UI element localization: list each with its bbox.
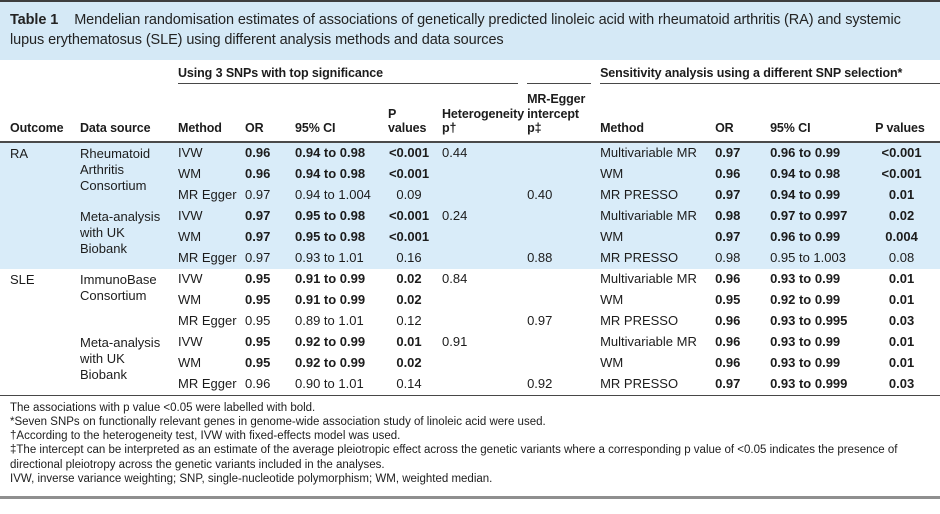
mr-egger-intercept-p-cell — [527, 269, 600, 290]
col-header-method-sensitivity: Method — [600, 84, 715, 142]
p-value-sensitivity-cell: 0.01 — [875, 185, 940, 206]
heterogeneity-p-cell — [442, 374, 527, 395]
or-cell: 0.97 — [245, 185, 295, 206]
or-cell: 0.97 — [245, 248, 295, 269]
ci-sensitivity-cell: 0.93 to 0.99 — [770, 354, 841, 370]
p-value-cell: <0.001 — [388, 227, 442, 248]
method-cell: MR Egger — [178, 185, 245, 206]
table-row — [0, 269, 940, 290]
method-cell: IVW — [178, 206, 245, 227]
ci-cell: 0.90 to 1.01 — [295, 375, 364, 391]
ci-sensitivity-cell: 0.97 to 0.997 — [770, 206, 875, 227]
footnote-line-3: ‡The intercept can be interpreted as an estimate of the average pleiotropic effect across the genetic variants where a corresponding p value of <0.05 indicates the presence of directional pleiotropy across the genetic variants included in the analyses. — [10, 444, 898, 471]
method-cell: WM — [178, 164, 245, 185]
ci-sensitivity-cell: 0.93 to 0.99 — [770, 270, 841, 286]
data-source-cell: Rheumatoid Arthritis Consortium — [80, 142, 178, 206]
heterogeneity-p-cell: 0.24 — [442, 206, 527, 227]
col-header-or: OR — [245, 84, 295, 142]
p-value-cell: 0.12 — [396, 312, 422, 328]
method-sensitivity-cell: WM — [600, 354, 624, 370]
p-value-sensitivity-cell: <0.001 — [875, 142, 940, 164]
col-header-p-values: P values — [388, 84, 442, 142]
mr-estimates-table — [0, 60, 940, 395]
p-value-sensitivity-cell: 0.02 — [875, 206, 940, 227]
or-cell: 0.95 — [245, 270, 271, 286]
or-cell: 0.95 — [245, 333, 271, 349]
or-sensitivity-cell: 0.97 — [715, 227, 770, 248]
p-value-sensitivity-cell: 0.01 — [888, 270, 915, 286]
footnote-line-0: The associations with p value <0.05 were labelled with bold. — [10, 401, 316, 414]
group-header-sensitivity: Sensitivity analysis using a different SNP selection* — [600, 66, 940, 84]
or-cell: 0.96 — [245, 375, 271, 391]
outcome-cell: RA — [0, 142, 80, 269]
or-sensitivity-cell: 0.96 — [715, 312, 741, 328]
footnote-line-4: IVW, inverse variance weighting; SNP, single-nucleotide polymorphism; WM, weighted median. — [10, 472, 493, 485]
col-header-or-sensitivity: OR — [715, 84, 770, 142]
heterogeneity-p-cell — [442, 185, 527, 206]
ci-cell: 0.94 to 1.004 — [295, 185, 388, 206]
or-sensitivity-cell: 0.96 — [715, 333, 741, 349]
method-cell: WM — [178, 227, 245, 248]
method-sensitivity-cell: Multivariable MR — [600, 142, 715, 164]
method-cell: IVW — [178, 333, 203, 349]
table-number: Table 1 — [10, 12, 59, 28]
mr-egger-intercept-p-cell: 0.92 — [527, 375, 553, 391]
mr-egger-intercept-p-cell — [527, 332, 600, 353]
ci-cell: 0.94 to 0.98 — [295, 164, 388, 185]
table-title-bar — [0, 2, 940, 60]
col-header-p-values-sensitivity: P values — [875, 84, 940, 142]
or-cell: 0.96 — [245, 142, 295, 164]
method-sensitivity-cell: Multivariable MR — [600, 206, 715, 227]
method-cell: WM — [178, 291, 202, 307]
or-cell: 0.95 — [245, 354, 271, 370]
heterogeneity-p-cell — [442, 353, 527, 374]
or-cell: 0.95 — [245, 291, 271, 307]
ci-cell: 0.91 to 0.99 — [295, 270, 366, 286]
or-sensitivity-cell: 0.95 — [715, 291, 741, 307]
p-value-sensitivity-cell: <0.001 — [875, 164, 940, 185]
heterogeneity-p-cell: 0.84 — [442, 270, 468, 286]
mr-egger-intercept-p-cell: 0.40 — [527, 185, 600, 206]
method-sensitivity-cell: MR PRESSO — [600, 185, 715, 206]
p-value-cell: <0.001 — [388, 164, 442, 185]
p-value-sensitivity-cell: 0.004 — [875, 227, 940, 248]
ci-sensitivity-cell: 0.94 to 0.98 — [770, 164, 875, 185]
heterogeneity-p-cell: 0.91 — [442, 333, 468, 349]
mr-egger-intercept-p-cell — [527, 206, 600, 227]
method-sensitivity-cell: WM — [600, 227, 715, 248]
p-value-sensitivity-cell: 0.01 — [888, 291, 915, 307]
p-value-cell: 0.02 — [396, 291, 422, 307]
ci-cell: 0.93 to 1.01 — [295, 248, 388, 269]
col-header-method: Method — [178, 84, 245, 142]
ci-sensitivity-cell: 0.93 to 0.995 — [770, 312, 848, 328]
or-cell: 0.97 — [245, 206, 295, 227]
p-value-sensitivity-cell: 0.03 — [888, 375, 915, 391]
method-cell: IVW — [178, 142, 245, 164]
footnote-line-2: †According to the heterogeneity test, IVW with fixed-effects model was used. — [10, 430, 401, 443]
ci-cell: 0.92 to 0.99 — [295, 333, 366, 349]
or-sensitivity-cell: 0.97 — [715, 185, 770, 206]
footnote-line-1: *Seven SNPs on functionally relevant genes in genome-wide association study of linoleic acid were used. — [10, 415, 546, 428]
group-header-top-snps-cell — [178, 60, 527, 84]
p-value-cell: 0.02 — [396, 354, 422, 370]
p-value-sensitivity-cell: 0.08 — [875, 248, 940, 269]
or-cell: 0.95 — [245, 312, 271, 328]
p-value-sensitivity-cell: 0.01 — [888, 333, 915, 349]
col-header-ci: 95% CI — [295, 84, 388, 142]
ci-sensitivity-cell: 0.93 to 0.99 — [770, 333, 841, 349]
column-header-row — [0, 84, 940, 142]
heterogeneity-p-cell: 0.44 — [442, 142, 527, 164]
outcome-cell: SLE — [10, 271, 35, 287]
data-source-cell: Meta-analysis with UK Biobank — [80, 206, 178, 269]
method-sensitivity-cell: WM — [600, 164, 715, 185]
or-sensitivity-cell: 0.98 — [715, 248, 770, 269]
or-sensitivity-cell: 0.98 — [715, 206, 770, 227]
mr-egger-intercept-p-cell — [527, 353, 600, 374]
table-row — [0, 332, 940, 353]
mr-egger-intercept-p-cell — [527, 164, 600, 185]
ci-cell: 0.89 to 1.01 — [295, 312, 364, 328]
p-value-cell: 0.09 — [388, 185, 442, 206]
p-value-cell: <0.001 — [388, 142, 442, 164]
ci-cell: 0.94 to 0.98 — [295, 142, 388, 164]
p-value-cell: <0.001 — [388, 206, 442, 227]
or-sensitivity-cell: 0.96 — [715, 164, 770, 185]
method-cell: MR Egger — [178, 312, 237, 328]
group-header-spacer-cell — [527, 60, 600, 84]
p-value-sensitivity-cell: 0.01 — [888, 354, 915, 370]
or-cell: 0.96 — [245, 164, 295, 185]
ci-cell: 0.92 to 0.99 — [295, 354, 366, 370]
group-header-top-snps: Using 3 SNPs with top significance — [178, 66, 518, 84]
method-sensitivity-cell: WM — [600, 291, 624, 307]
col-header-mr-egger-intercept-p: MR-Egger intercept p‡ — [527, 84, 600, 142]
ci-sensitivity-cell: 0.92 to 0.99 — [770, 291, 841, 307]
col-header-heterogeneity-p: Heterogeneity p† — [442, 84, 527, 142]
method-sensitivity-cell: Multivariable MR — [600, 270, 697, 286]
heterogeneity-p-cell — [442, 290, 527, 311]
ci-sensitivity-cell: 0.96 to 0.99 — [770, 227, 875, 248]
ci-cell: 0.91 to 0.99 — [295, 291, 366, 307]
table-row — [0, 206, 940, 227]
heterogeneity-p-cell — [442, 311, 527, 332]
p-value-cell: 0.16 — [388, 248, 442, 269]
mr-egger-intercept-p-cell — [527, 290, 600, 311]
p-value-cell: 0.14 — [396, 375, 422, 391]
or-sensitivity-cell: 0.97 — [715, 375, 741, 391]
mr-egger-intercept-p-cell — [527, 142, 600, 164]
heterogeneity-p-cell — [442, 248, 527, 269]
heterogeneity-p-cell — [442, 164, 527, 185]
mr-egger-intercept-p-cell: 0.88 — [527, 248, 600, 269]
p-value-cell: 0.01 — [396, 333, 422, 349]
method-cell: WM — [178, 354, 202, 370]
or-sensitivity-cell: 0.97 — [715, 142, 770, 164]
ci-cell: 0.95 to 0.98 — [295, 206, 388, 227]
heterogeneity-p-cell — [442, 227, 527, 248]
ci-sensitivity-cell: 0.94 to 0.99 — [770, 185, 875, 206]
p-value-sensitivity-cell: 0.03 — [888, 312, 915, 328]
data-source-cell: ImmunoBase Consortium — [80, 271, 157, 303]
or-sensitivity-cell: 0.96 — [715, 354, 741, 370]
footnotes — [0, 395, 940, 497]
ci-sensitivity-cell: 0.95 to 1.003 — [770, 248, 875, 269]
ci-sensitivity-cell: 0.96 to 0.99 — [770, 142, 875, 164]
ci-sensitivity-cell: 0.93 to 0.999 — [770, 375, 848, 391]
ci-cell: 0.95 to 0.98 — [295, 227, 388, 248]
group-header-row — [0, 60, 940, 84]
or-sensitivity-cell: 0.96 — [715, 270, 741, 286]
group-header-sensitivity-cell — [600, 60, 940, 84]
or-cell: 0.97 — [245, 227, 295, 248]
table-body — [0, 142, 940, 395]
method-sensitivity-cell: MR PRESSO — [600, 248, 715, 269]
table-row — [0, 142, 940, 164]
col-header-outcome: Outcome — [0, 84, 80, 142]
method-sensitivity-cell: MR PRESSO — [600, 375, 679, 391]
table-caption: Mendelian randomisation estimates of associations of genetically predicted linoleic acid with rheumatoid arthritis (RA) and systemic lupus erythematosus (SLE) using different analysis methods and data sources — [10, 12, 901, 49]
col-header-ci-sensitivity: 95% CI — [770, 84, 875, 142]
method-cell: IVW — [178, 270, 203, 286]
method-sensitivity-cell: Multivariable MR — [600, 333, 697, 349]
col-header-data-source: Data source — [80, 84, 178, 142]
method-cell: MR Egger — [178, 248, 245, 269]
method-sensitivity-cell: MR PRESSO — [600, 312, 679, 328]
data-source-cell: Meta-analysis with UK Biobank — [80, 334, 161, 383]
method-cell: MR Egger — [178, 375, 237, 391]
p-value-cell: 0.02 — [396, 270, 422, 286]
group-header-empty — [0, 60, 178, 84]
mr-egger-intercept-p-cell: 0.97 — [527, 312, 553, 328]
mr-egger-intercept-p-cell — [527, 227, 600, 248]
